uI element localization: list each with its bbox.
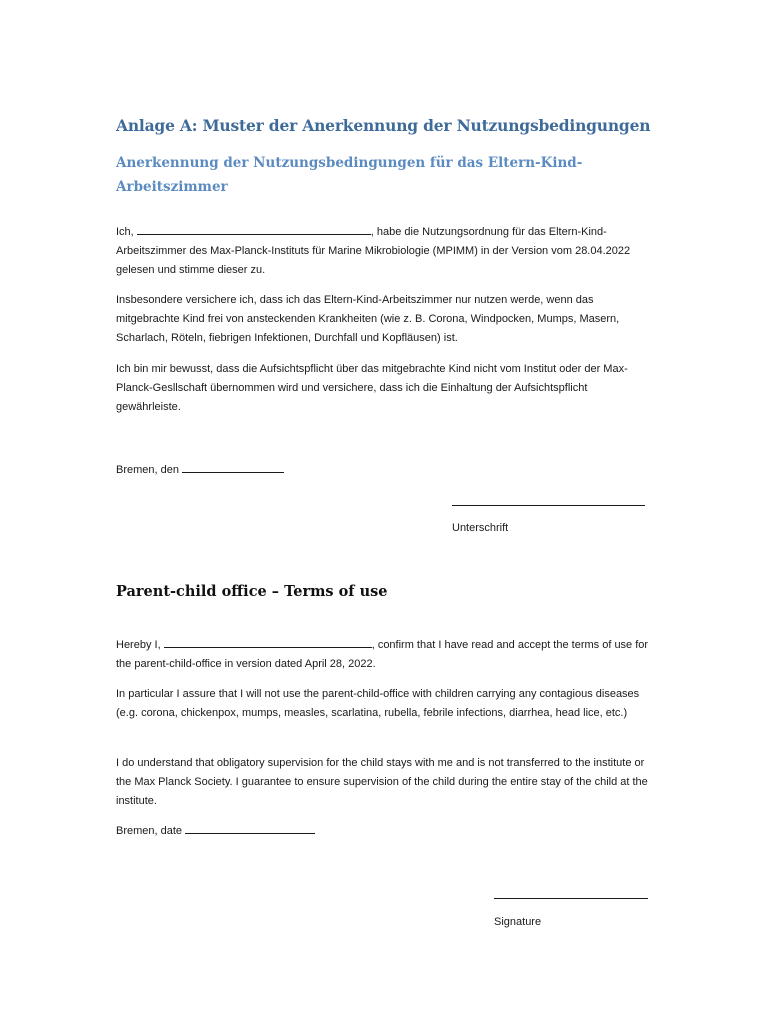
- german-section-heading: Anerkennung der Nutzungsbedingungen für das Eltern-Kind-Arbeitszimmer: [116, 155, 583, 195]
- german-paragraph-1: [116, 222, 651, 280]
- name-blank-line: [137, 222, 371, 235]
- german-signature-label: Unterschrift: [452, 522, 509, 534]
- english-signature-label: Signature: [494, 916, 542, 928]
- german-p1-end: , habe die Nutzungsordnung für das Eltern-Kind-Arbeitszimmer des Max-Planck-Instituts für Marine Mikrobiologie (MPIMM) in der Version vom 28.04.2022 gelesen und stimme dieser zu.: [116, 226, 631, 276]
- page-title: Anlage A: Muster der Anerkennung der Nutzungsbedingungen: [116, 116, 651, 135]
- german-date-field: [116, 460, 651, 480]
- english-signature-line: [494, 898, 648, 899]
- english-paragraph-3: I do understand that obligatory supervision for the child stays with me and is not transferred to the institute or the Max Planck Society. I guarantee to ensure supervision of the child during the entire stay of the child at the institute.: [116, 757, 648, 807]
- english-paragraph-2: In particular I assure that I will not use the parent-child-office with children carrying any contagious diseases (e.g. corona, chickenpox, mumps, measles, scarlatina, rubella, febrile infections, diarrhea, head lice, etc.): [116, 688, 640, 719]
- english-p1-start: Hereby I,: [116, 639, 161, 651]
- name-blank-line-en: [164, 635, 372, 648]
- english-p1-end: , confirm that I have read and accept the terms of use for the parent-child-office in version dated April 28, 2022.: [116, 639, 649, 670]
- english-paragraph-1: [116, 635, 651, 674]
- english-date-label: Bremen, date: [116, 825, 183, 837]
- english-date-blank-line: [185, 821, 315, 834]
- german-date-blank-line: [182, 460, 284, 473]
- german-paragraph-3: Ich bin mir bewusst, dass die Aufsichtspflicht über das mitgebrachte Kind nicht vom Institut oder der Max-Planck-Gesllschaft übernommen wird und versichere, dass ich die Einhaltung der Aufsichtspflicht gewährleiste.: [116, 363, 628, 413]
- german-date-label: Bremen, den: [116, 464, 179, 476]
- german-paragraph-2: Insbesondere versichere ich, dass ich das Eltern-Kind-Arbeitszimmer nur nutzen werde, wenn das mitgebrachte Kind frei von ansteckenden Krankheiten (wie z. B. Corona, Windpocken, Mumps, Masern, Scharlach, Röteln, fiebrigen Infektionen, Durchfall und Kopfläusen) ist.: [116, 294, 620, 344]
- english-section-heading: Parent-child office – Terms of use: [116, 583, 388, 600]
- german-signature-line: [452, 505, 645, 506]
- english-date-field: [116, 821, 651, 841]
- german-p1-start: Ich,: [116, 226, 134, 238]
